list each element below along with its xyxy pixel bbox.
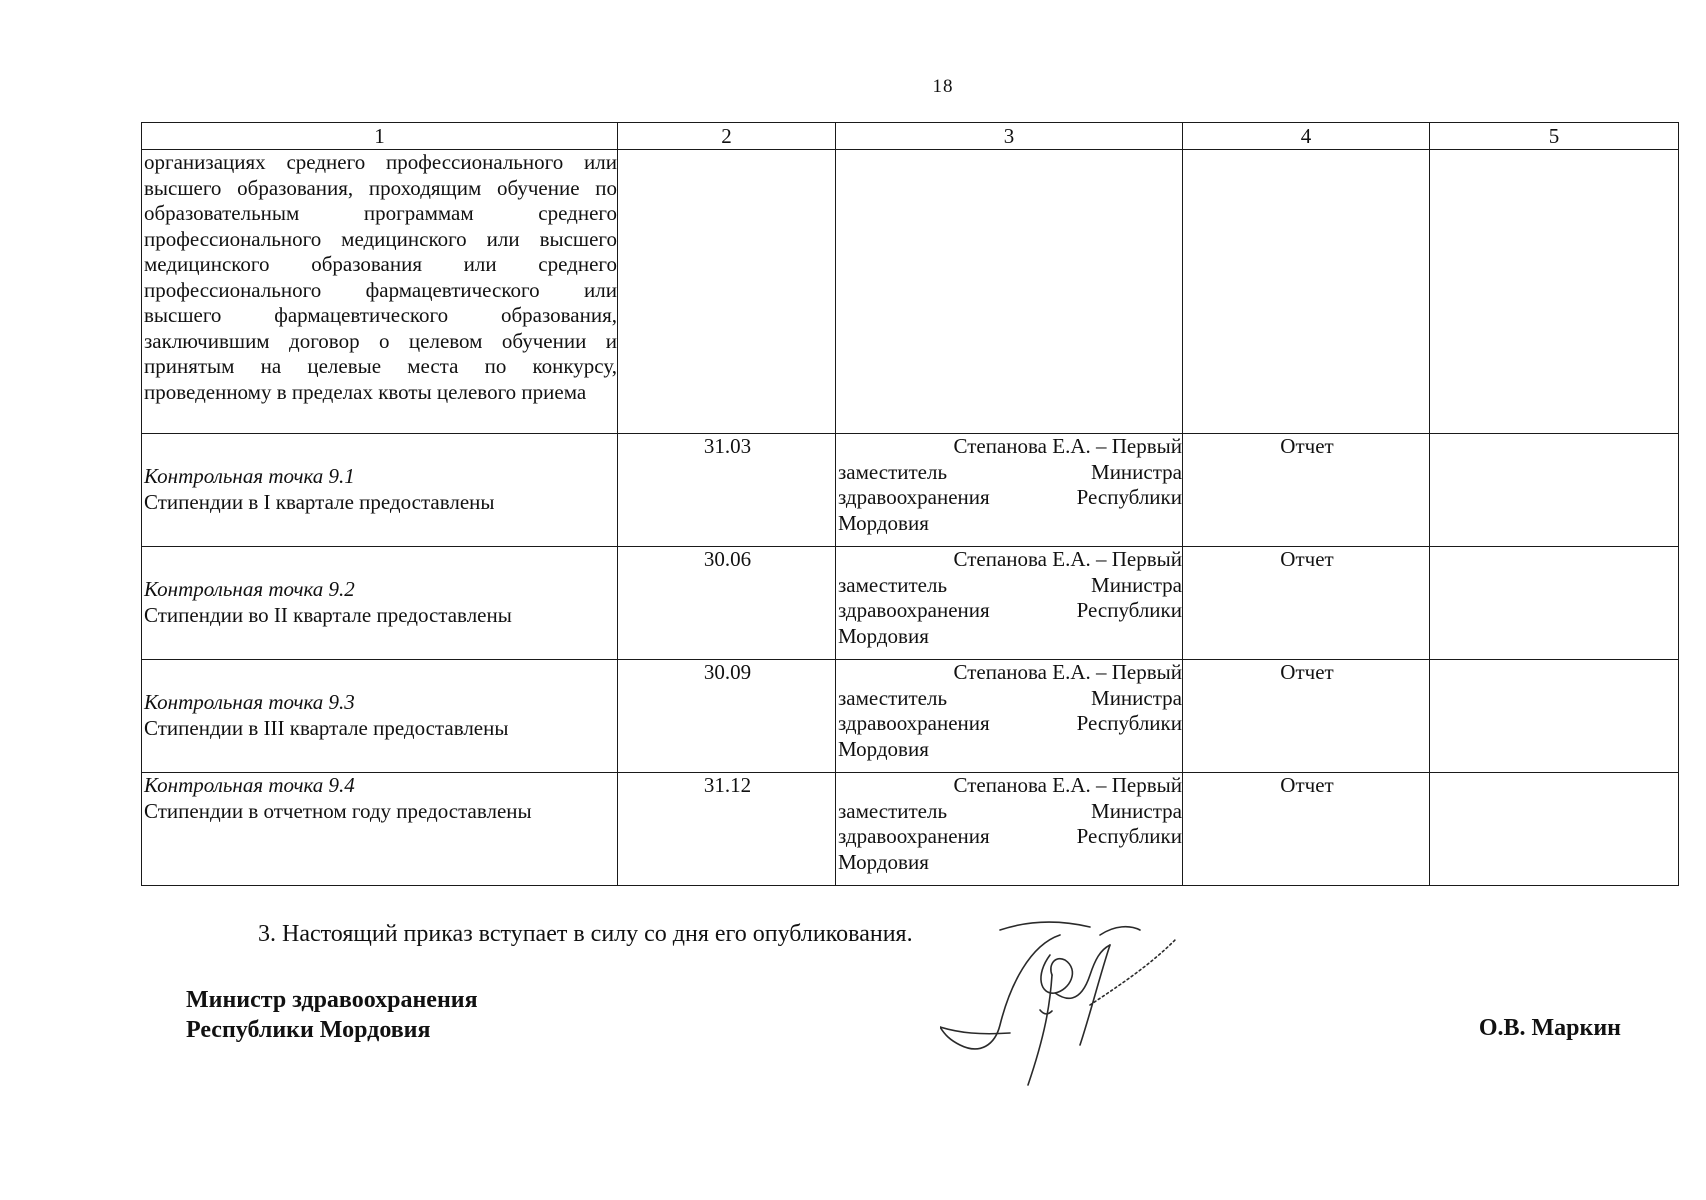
column-header-1: 1 [142,123,618,150]
responsible-person [836,660,1183,773]
notes-cell [1430,660,1679,773]
intro-text-cell: организациях среднего профессионального или высшего образования, проходящим обучение по образовательным программам среднего профессионального медицинского или высшего медицинского образования или среднего профессионального фармацевтического или высшего фармацевтического образования, заключившим договор о целевом обучении и принятым на целевые места по конкурсу, проведенному в пределах квоты целевого приема [142,150,618,434]
responsible-name: Степанова Е.А. – Первый [953,660,1182,684]
notes-cell [1430,547,1679,660]
responsible-position: заместитель Министра здравоохранения Республики [838,459,1182,509]
control-point-description: Стипендии в отчетном году предоставлены [144,798,532,823]
responsible-name: Степанова Е.А. – Первый [953,547,1182,571]
control-point-title: Контрольная точка 9.1 [144,464,355,488]
control-point-description: Стипендии в III квартале предоставлены [144,715,509,740]
table-header-row [142,123,1679,150]
column-header-2: 2 [618,123,836,150]
report-type: Отчет [1183,660,1430,773]
control-point-title: Контрольная точка 9.3 [144,690,355,714]
control-point-description: Стипендии во II квартале предоставлены [144,602,512,627]
empty-cell [618,150,836,434]
responsible-name: Степанова Е.А. – Первый [953,434,1182,458]
control-point-cell [142,660,618,773]
control-points-table [141,122,1679,886]
deadline-date: 30.06 [618,547,836,660]
control-point-title: Контрольная точка 9.2 [144,577,355,601]
notes-cell [1430,434,1679,547]
signer-position-line-1: Министр здравоохранения [186,987,478,1013]
table-row [142,660,1679,773]
empty-cell [836,150,1183,434]
column-header-4: 4 [1183,123,1430,150]
column-header-5: 5 [1430,123,1679,150]
table-row [142,773,1679,886]
control-point-title: Контрольная точка 9.4 [144,773,355,797]
responsible-position: заместитель Министра здравоохранения Республики [838,798,1182,848]
responsible-position: заместитель Министра здравоохранения Республики [838,685,1182,735]
table-row [142,547,1679,660]
handwritten-signature [940,915,1200,1095]
responsible-region: Мордовия [838,510,929,535]
responsible-position: заместитель Министра здравоохранения Республики [838,572,1182,622]
column-header-3: 3 [836,123,1183,150]
table-row [142,434,1679,547]
responsible-person [836,547,1183,660]
deadline-date: 30.09 [618,660,836,773]
control-point-cell [142,773,618,886]
page-number: 18 [932,76,954,97]
signer-name: О.В. Маркин [1478,1015,1621,1041]
control-point-cell [142,547,618,660]
empty-cell [1183,150,1430,434]
report-type: Отчет [1183,434,1430,547]
report-type: Отчет [1183,547,1430,660]
closing-clause: 3. Настоящий приказ вступает в силу со дня его опубликования. [258,921,913,947]
signer-position [186,985,478,1045]
responsible-region: Мордовия [838,849,929,874]
signer-position-line-2: Республики Мордовия [186,1017,431,1043]
control-point-cell [142,434,618,547]
empty-cell [1430,150,1679,434]
report-type: Отчет [1183,773,1430,886]
responsible-region: Мордовия [838,623,929,648]
table-row-intro [142,150,1679,434]
deadline-date: 31.03 [618,434,836,547]
responsible-name: Степанова Е.А. – Первый [953,773,1182,797]
notes-cell [1430,773,1679,886]
control-point-description: Стипендии в I квартале предоставлены [144,489,495,514]
responsible-region: Мордовия [838,736,929,761]
responsible-person [836,434,1183,547]
deadline-date: 31.12 [618,773,836,886]
responsible-person [836,773,1183,886]
